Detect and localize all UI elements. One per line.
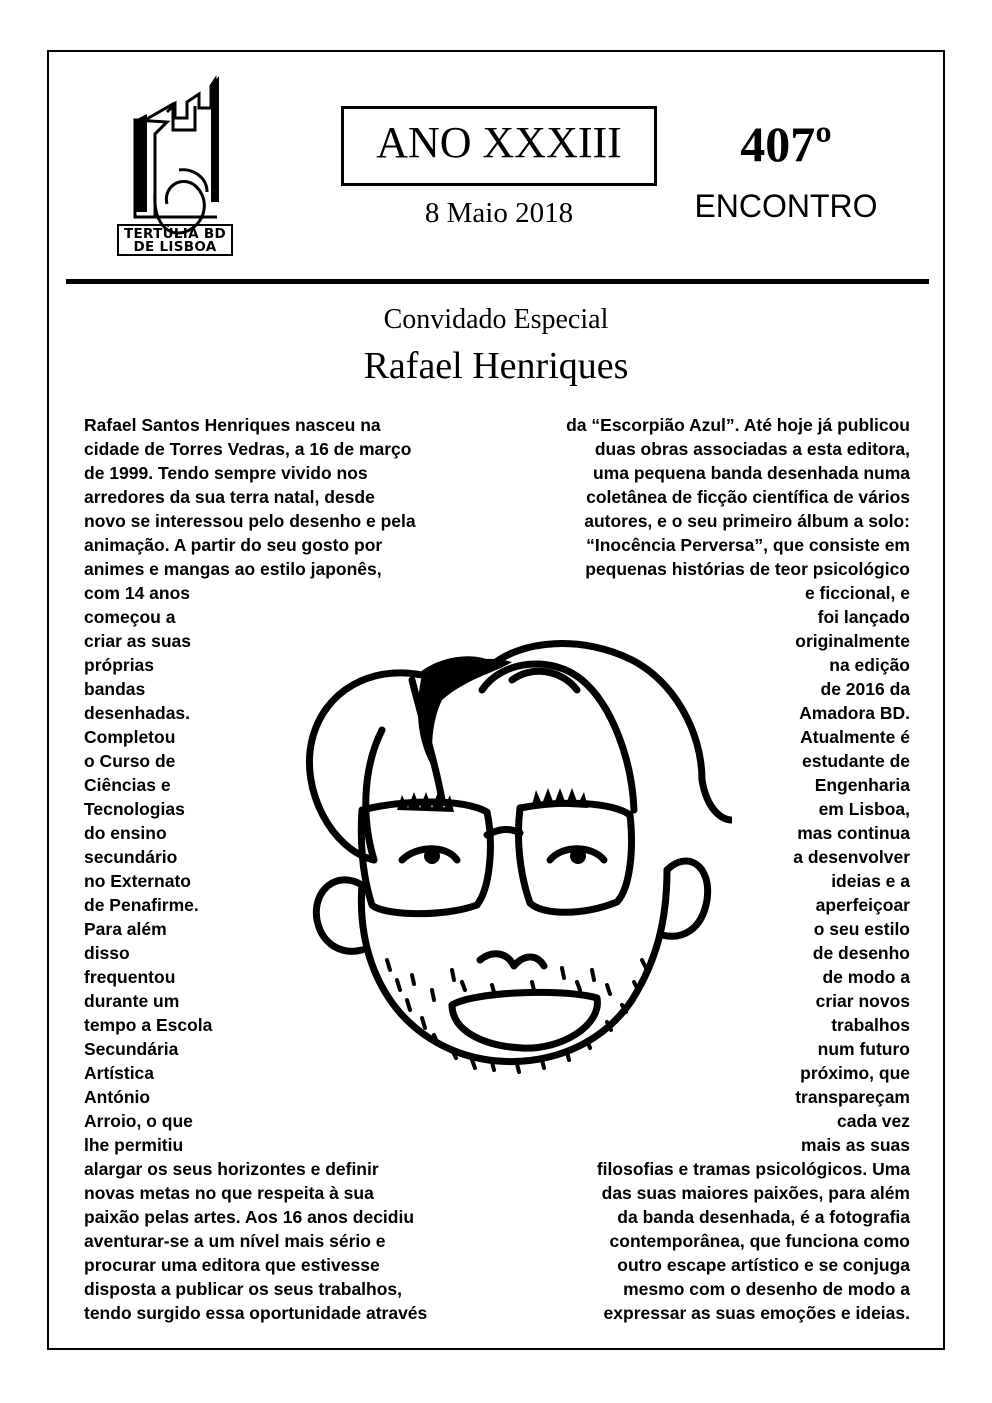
article-line: novas metas no que respeita à sua — [84, 1183, 374, 1203]
article-line: trabalhos — [831, 1015, 910, 1035]
article-line: em Lisboa, — [818, 799, 910, 819]
article-line: lhe permitiu — [84, 1135, 184, 1155]
feature-kicker: Convidado Especial — [383, 304, 609, 335]
article-line: alargar os seus horizontes e definir — [84, 1159, 379, 1179]
article-line: disposta a publicar os seus trabalhos, — [84, 1279, 403, 1299]
article-line: o Curso de — [84, 751, 176, 771]
article-line: tempo a Escola — [84, 1015, 213, 1035]
article-line: paixão pelas artes. Aos 16 anos decidiu — [84, 1207, 415, 1227]
article-line: desenhadas. — [84, 703, 191, 723]
issue-number: 407º — [740, 116, 832, 172]
article-line: ideias e a — [831, 871, 910, 891]
article-line: Secundária — [84, 1039, 179, 1059]
article-line: próprias — [84, 655, 155, 675]
article-line: Ciências e — [84, 775, 171, 795]
article-line: das suas maiores paixões, para além — [601, 1183, 910, 1203]
article-line: autores, e o seu primeiro álbum a solo: — [584, 511, 910, 531]
article-line: animes e mangas ao estilo japonês, — [84, 559, 382, 579]
year-label: ANO XXXIII — [376, 118, 622, 167]
article-line: procurar uma editora que estivesse — [84, 1255, 380, 1275]
article-line: de Penafirme. — [84, 895, 199, 915]
article-line: aperfeiçoar — [815, 895, 910, 915]
article-line: “Inocência Perversa”, que consiste em — [586, 535, 910, 555]
article-line: aventurar-se a um nível mais sério e — [84, 1231, 386, 1251]
logo-label — [117, 224, 233, 256]
article-line: Engenharia — [814, 775, 910, 795]
article-line: Tecnologias — [84, 799, 185, 819]
article-line: da banda desenhada, é a fotografia — [617, 1207, 910, 1227]
article-line: de desenho — [812, 943, 910, 963]
article-line: Atualmente é — [800, 727, 910, 747]
logo-label-line2: DE LISBOA — [133, 239, 217, 255]
article-line: começou a — [84, 607, 176, 627]
article-line: da “Escorpião Azul”. Até hoje já publicou — [566, 415, 910, 435]
article-line: durante um — [84, 991, 180, 1011]
article-line: tendo surgido essa oportunidade através — [84, 1303, 428, 1323]
article-line: António — [84, 1087, 151, 1107]
article-line: estudante de — [802, 751, 910, 771]
article-line: novo se interessou pelo desenho e pela — [84, 511, 416, 531]
article-line: filosofias e tramas psicológicos. Uma — [596, 1159, 910, 1179]
article-line: com 14 anos — [84, 583, 191, 603]
article-line: na edição — [829, 655, 910, 675]
article-line: cidade de Torres Vedras, a 16 de março — [84, 439, 412, 459]
article-line: de 1999. Tendo sempre vivido nos — [84, 463, 368, 483]
article-line: num futuro — [817, 1039, 910, 1059]
header-divider — [66, 279, 929, 284]
guest-name: Rafael Henriques — [363, 345, 629, 387]
article-line: coletânea de ficção científica de vários — [586, 487, 910, 507]
article-line: arredores da sua terra natal, desde — [84, 487, 375, 507]
caricature-portrait-icon — [262, 620, 732, 1090]
article-line: Artística — [84, 1063, 155, 1083]
article-line: foi lançado — [817, 607, 910, 627]
article-line: Rafael Santos Henriques nasceu na — [84, 415, 381, 435]
article-line: criar novos — [815, 991, 910, 1011]
issue-label: ENCONTRO — [694, 188, 878, 224]
article-line: frequentou — [84, 967, 176, 987]
article-line: de 2016 da — [820, 679, 910, 699]
article-line: Amadora BD. — [799, 703, 910, 723]
article-line: mas continua — [797, 823, 910, 843]
article-line: mesmo com o desenho de modo a — [623, 1279, 910, 1299]
issue-date: 8 Maio 2018 — [424, 197, 574, 229]
article-line: transpareçam — [795, 1087, 910, 1107]
article-line: mais as suas — [801, 1135, 910, 1155]
article-line: a desenvolver — [793, 847, 910, 867]
article-line: animação. A partir do seu gosto por — [84, 535, 383, 555]
article-line: próximo, que — [800, 1063, 910, 1083]
article-line: de modo a — [822, 967, 910, 987]
article-line: criar as suas — [84, 631, 192, 651]
article-line: originalmente — [795, 631, 910, 651]
article-line: expressar as suas emoções e ideias. — [603, 1303, 910, 1323]
article-line: no Externato — [84, 871, 191, 891]
article-line: pequenas histórias de teor psicológico — [585, 559, 910, 579]
article-line: bandas — [84, 679, 146, 699]
article-line: duas obras associadas a esta editora, — [594, 439, 910, 459]
article-line: outro escape artístico e se conjuga — [617, 1255, 910, 1275]
article-line: uma pequena banda desenhada numa — [592, 463, 910, 483]
article-line: Arroio, o que — [84, 1111, 193, 1131]
article-line: disso — [84, 943, 130, 963]
article-line: secundário — [84, 847, 178, 867]
logo-label-line1: TERTÚLIA BD — [124, 226, 226, 242]
article-line: o seu estilo — [813, 919, 910, 939]
article-line: e ficcional, e — [804, 583, 910, 603]
article-line: Para além — [84, 919, 167, 939]
article-line: Completou — [84, 727, 176, 747]
article-line: contemporânea, que funciona como — [609, 1231, 910, 1251]
article-line: do ensino — [84, 823, 167, 843]
article-line: cada vez — [837, 1111, 910, 1131]
